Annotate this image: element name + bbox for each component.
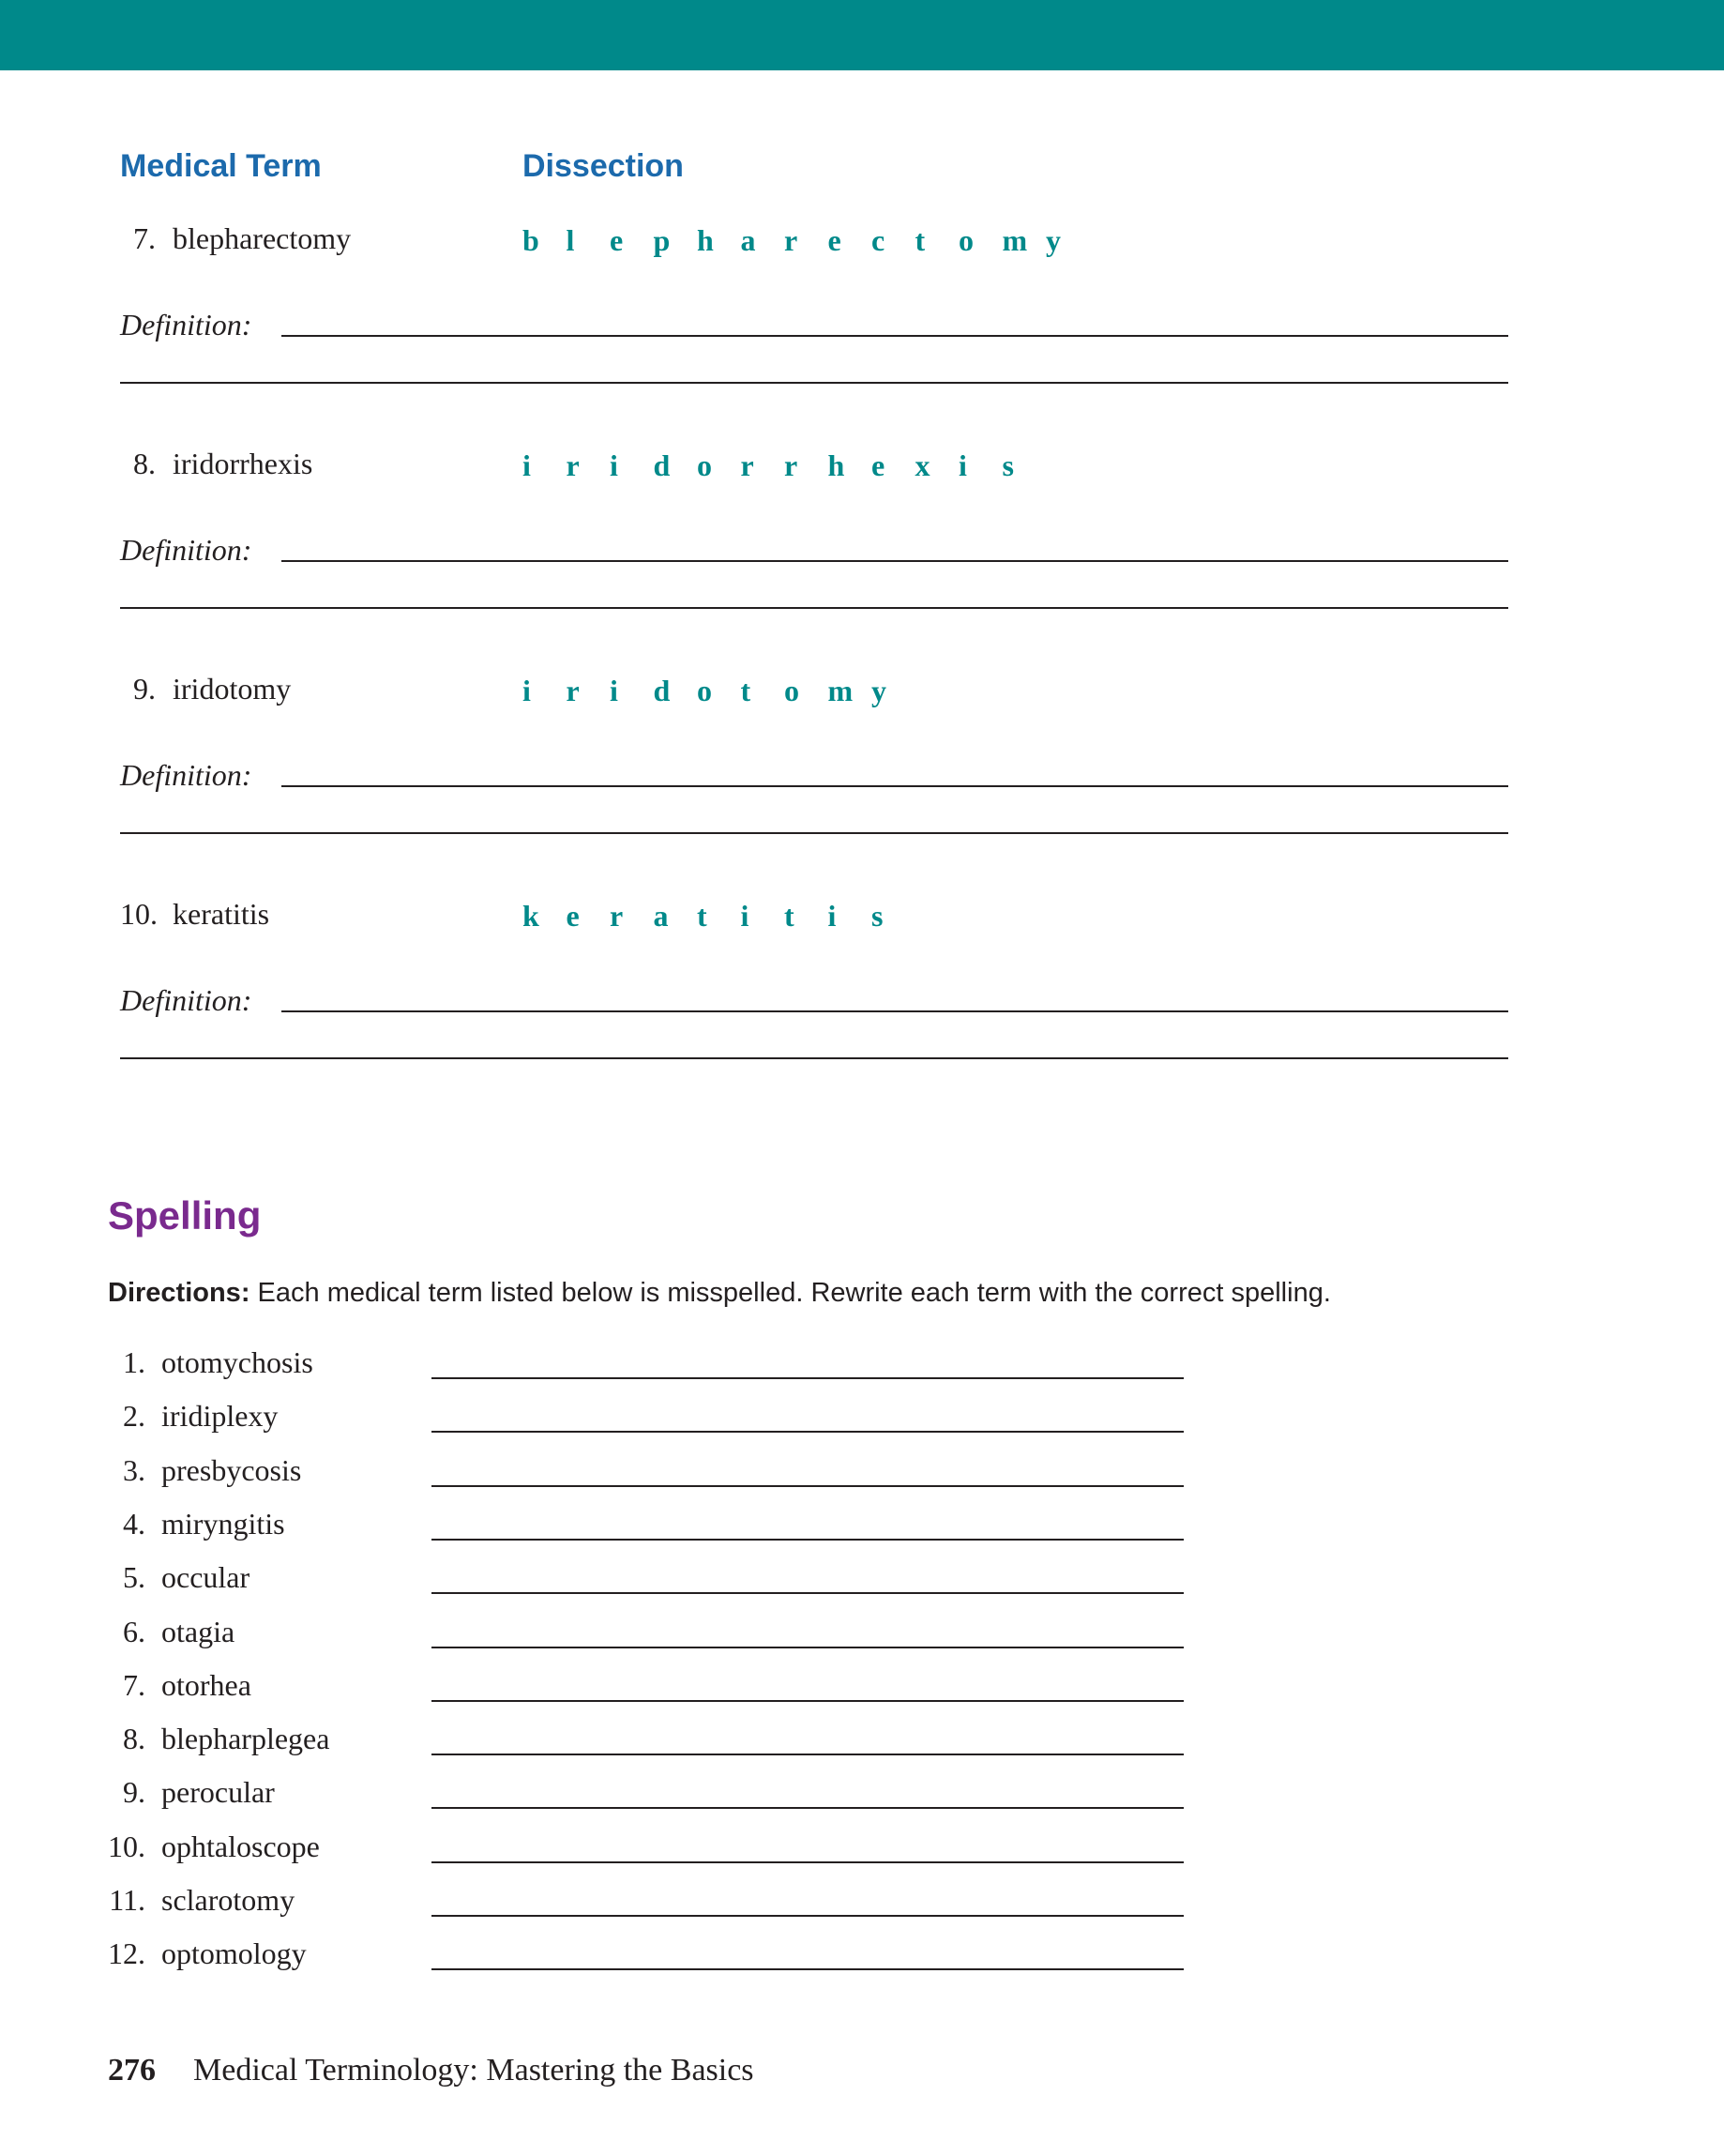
dissection-letter: r xyxy=(784,448,798,482)
dissection-letter: y xyxy=(1046,223,1061,257)
dissection-letter: t xyxy=(697,899,707,933)
dissection-letter: i xyxy=(522,674,531,707)
dissection-letter: a xyxy=(740,223,756,257)
spelling-answer-line[interactable] xyxy=(431,1915,1184,1917)
spelling-item-number: 6. xyxy=(123,1615,145,1648)
dissection-letter: h xyxy=(697,223,714,257)
item-number: 10. xyxy=(120,897,158,931)
misspelled-term: miryngitis xyxy=(161,1507,285,1541)
spelling-item-number: 5. xyxy=(123,1560,145,1594)
dissection-letter: e xyxy=(566,899,580,933)
misspelled-term: perocular xyxy=(161,1775,275,1809)
page-footer xyxy=(108,2053,754,2088)
spelling-title: Spelling xyxy=(108,1193,262,1237)
definition-label: Definition: xyxy=(120,308,252,342)
dissection-letter: r xyxy=(610,899,624,933)
spelling-answer-line[interactable] xyxy=(431,1539,1184,1541)
dissection-letter: e xyxy=(610,223,624,257)
dissection-letter: r xyxy=(784,223,798,257)
dissection-letter: c xyxy=(871,223,885,257)
dissection-letter: i xyxy=(610,448,618,482)
definition-answer-line[interactable] xyxy=(281,1010,1508,1012)
dissection-letter: s xyxy=(1002,448,1014,482)
misspelled-term: sclarotomy xyxy=(161,1883,295,1917)
spelling-answer-line[interactable] xyxy=(431,1431,1184,1433)
spelling-item-number: 1. xyxy=(123,1345,145,1379)
spelling-answer-line[interactable] xyxy=(431,1377,1184,1379)
spelling-item-number: 10. xyxy=(108,1830,145,1863)
misspelled-term: blepharplegea xyxy=(161,1722,330,1755)
dissection-letter: d xyxy=(653,674,671,707)
page-number: 276 xyxy=(108,2053,156,2088)
dissection-letter: i xyxy=(740,899,749,933)
dissection-letter: o xyxy=(784,674,799,707)
spelling-answer-line[interactable] xyxy=(431,1861,1184,1863)
dissection-letter: i xyxy=(610,674,618,707)
medical-term: keratitis xyxy=(173,897,270,931)
medical-term: blepharectomy xyxy=(173,221,352,255)
top-color-band xyxy=(0,0,1724,70)
spelling-item-number: 3. xyxy=(123,1453,145,1487)
dissection-letter: p xyxy=(653,223,671,257)
misspelled-term: optomology xyxy=(161,1936,307,1970)
item-number: 9. xyxy=(133,672,156,706)
spelling-item-number: 2. xyxy=(123,1399,145,1433)
definition-answer-line[interactable] xyxy=(120,832,1508,834)
definition-answer-line[interactable] xyxy=(120,1057,1508,1059)
spelling-answer-line[interactable] xyxy=(431,1700,1184,1702)
spelling-item-number: 8. xyxy=(123,1722,145,1755)
spelling-answer-line[interactable] xyxy=(431,1647,1184,1648)
dissection-letter: m xyxy=(1002,223,1028,257)
definition-label: Definition: xyxy=(120,983,252,1017)
dissection-letters xyxy=(522,448,1046,483)
dissection-letters xyxy=(522,674,915,708)
misspelled-term: presbycosis xyxy=(161,1453,302,1487)
misspelled-term: occular xyxy=(161,1560,250,1594)
definition-label: Definition: xyxy=(120,533,252,567)
misspelled-term: iridiplexy xyxy=(161,1399,279,1433)
spelling-answer-line[interactable] xyxy=(431,1807,1184,1809)
dissection-letter: h xyxy=(827,448,845,482)
item-number: 8. xyxy=(133,447,156,480)
dissection-letter: r xyxy=(740,448,754,482)
definition-answer-line[interactable] xyxy=(120,607,1508,609)
spelling-item-number: 9. xyxy=(123,1775,145,1809)
dissection-letter: l xyxy=(566,223,575,257)
dissection-letter: o xyxy=(697,674,712,707)
dissection-letter: o xyxy=(697,448,712,482)
spelling-answer-line[interactable] xyxy=(431,1592,1184,1594)
dissection-letter: y xyxy=(871,674,886,707)
misspelled-term: otorhea xyxy=(161,1668,251,1702)
dissection-letter: e xyxy=(827,223,841,257)
spelling-answer-line[interactable] xyxy=(431,1968,1184,1970)
dissection-letter: r xyxy=(566,448,580,482)
dissection-letter: d xyxy=(653,448,671,482)
dissection-letter: a xyxy=(653,899,669,933)
item-number: 7. xyxy=(133,221,156,255)
misspelled-term: otagia xyxy=(161,1615,235,1648)
dissection-letter: r xyxy=(566,674,580,707)
medical-term: iridorrhexis xyxy=(173,447,313,480)
definition-answer-line[interactable] xyxy=(281,335,1508,337)
dissection-letter: m xyxy=(827,674,854,707)
dissection-letter: i xyxy=(827,899,837,933)
definition-answer-line[interactable] xyxy=(281,785,1508,787)
definition-answer-line[interactable] xyxy=(120,382,1508,384)
directions-text: Each medical term listed below is misspelled. Rewrite each term with the correct spelling. xyxy=(250,1278,1331,1308)
dissection-letter: x xyxy=(915,448,930,482)
dissection-letter: o xyxy=(959,223,974,257)
dissection-letters xyxy=(522,223,1090,258)
dissection-letter: i xyxy=(959,448,967,482)
dissection-letter: t xyxy=(784,899,794,933)
misspelled-term: otomychosis xyxy=(161,1345,313,1379)
spelling-item-number: 7. xyxy=(123,1668,145,1702)
dissection-letter: t xyxy=(740,674,751,707)
dissection-letter: b xyxy=(522,223,539,257)
spelling-directions xyxy=(108,1278,1331,1309)
spelling-answer-line[interactable] xyxy=(431,1754,1184,1755)
definition-label: Definition: xyxy=(120,758,252,792)
dissection-letters xyxy=(522,899,915,934)
medical-term: iridotomy xyxy=(173,672,292,706)
spelling-answer-line[interactable] xyxy=(431,1485,1184,1487)
dissection-letter: e xyxy=(871,448,885,482)
directions-label: Directions: xyxy=(108,1278,250,1308)
definition-answer-line[interactable] xyxy=(281,560,1508,562)
header-medical-term: Medical Term xyxy=(120,148,322,184)
header-dissection: Dissection xyxy=(522,148,684,184)
dissection-letter: s xyxy=(871,899,884,933)
dissection-letter: t xyxy=(915,223,926,257)
misspelled-term: ophtaloscope xyxy=(161,1830,320,1863)
dissection-letter: i xyxy=(522,448,531,482)
book-title: Medical Terminology: Mastering the Basics xyxy=(193,2053,754,2088)
dissection-letter: k xyxy=(522,899,539,933)
spelling-item-number: 4. xyxy=(123,1507,145,1541)
spelling-item-number: 12. xyxy=(108,1936,145,1970)
spelling-item-number: 11. xyxy=(109,1883,145,1917)
